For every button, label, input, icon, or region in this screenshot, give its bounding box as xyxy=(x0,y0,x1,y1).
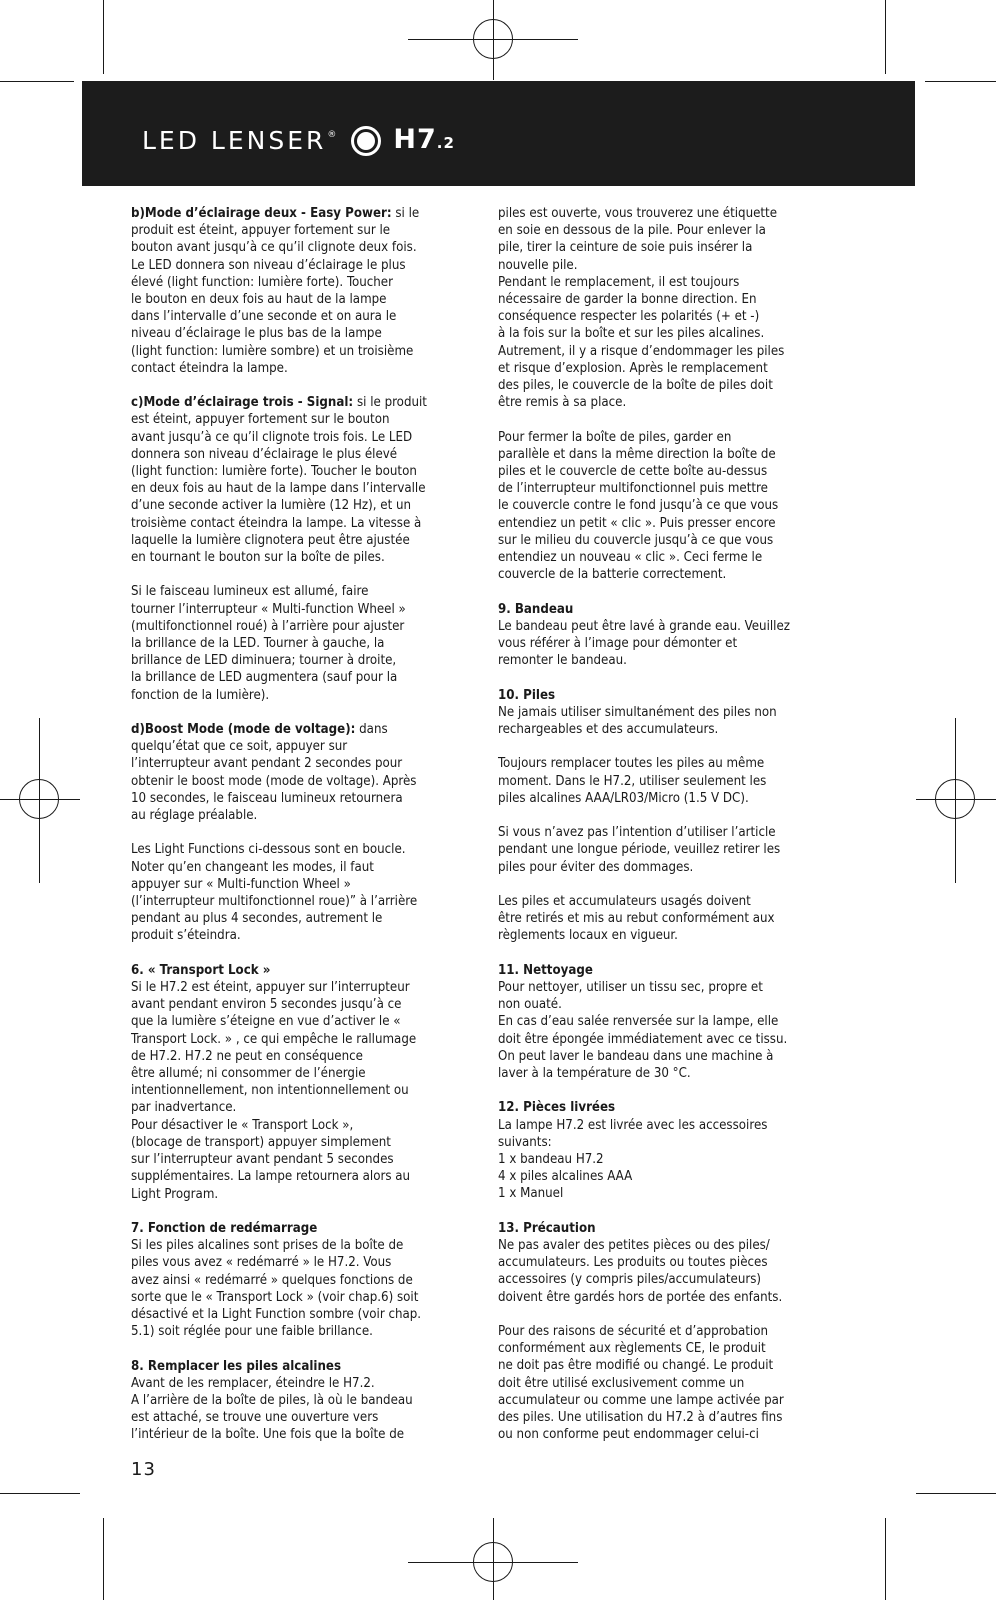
paragraph-light-functions: Les Light Functions ci-dessous sont en boucle. Noter qu’en changeant les modes, il faut appuyer sur « Multi-function Wheel » (l’interrupteur multifonctionnel roue)” à l’arrière pendant au plus 4 secondes, autrement le produit s’éteindra. xyxy=(131,842,418,944)
section-replace-batteries: 8. Remplacer les piles alcalines Avant de les remplacer, éteindre le H7.2. A l’arrière de la boîte de piles, là où le bandeau est attaché, se trouve une ouverture vers l’intérieur de la boîte. Une fois que la boîte de xyxy=(131,1358,481,1444)
section-batteries: 10. Piles Ne jamais utiliser simultanément des piles non rechargeables et des accumulateurs. xyxy=(498,687,853,739)
left-column xyxy=(131,205,481,1444)
brand-name: LED LENSER® xyxy=(142,126,340,155)
paragraph-disposal: Les piles et accumulateurs usagés doivent être retirés et mis au rebut conformément aux règlements locaux en vigueur. xyxy=(498,894,775,944)
paragraph-safety: Pour des raisons de sécurité et d’approbation conformément aux règlements CE, le produit ne doit pas être modifié ou changé. Le produit doit être utilisé exclusivement comme un accumulateur ou comme une lampe activée par des piles. Une utilisation du H7.2 à d’autres fins ou non conforme peut endommager celui-ci xyxy=(498,1324,784,1443)
page-number: 13 xyxy=(131,1459,156,1480)
section-heading: 13. Précaution xyxy=(498,1220,596,1236)
section-heading: 7. Fonction de redémarrage xyxy=(131,1220,318,1236)
section-heading: 6. « Transport Lock » xyxy=(131,962,271,978)
paragraph-long-storage: Si vous n’avez pas l’intention d’utiliser l’article pendant une longue période, veuillez retirer les piles pour éviter des dommages. xyxy=(498,825,781,875)
paragraph-boost-mode: d)Boost Mode (mode de voltage): dans quelqu’état que ce soit, appuyer sur l’interrupteur avant pendant 2 secondes pour obtenir le boost mode (mode de voltage). Après 10 secondes, le faisceau lumineux retournera au réglage préalable. xyxy=(131,722,417,824)
section-restart: 7. Fonction de redémarrage Si les piles alcalines sont prises de la boîte de piles vous avez « redémarré » le H7.2. Vous avez ainsi « redémarré » quelques fonctions de sorte que le « Transport Lock » (voir chap.6) soit désactivé et la Light Function sombre (voir chap. 5.1) soit réglée pour une faible brillance. xyxy=(131,1220,481,1340)
section-heading: 8. Remplacer les piles alcalines xyxy=(131,1358,342,1374)
section-headband: 9. Bandeau Le bandeau peut être lavé à grande eau. Veuillez vous référer à l’image pour démonter et remonter le bandeau. xyxy=(498,601,853,670)
section-heading: 12. Pièces livrées xyxy=(498,1100,616,1116)
brand-logo xyxy=(142,125,455,157)
section-included-parts: 12. Pièces livrées La lampe H7.2 est livrée avec les accessoires suivants: 1 x bandeau H7.2 4 x piles alcalines AAA 1 x Manuel xyxy=(498,1099,853,1202)
section-transport-lock: 6. « Transport Lock » Si le H7.2 est éteint, appuyer sur l’interrupteur avant pendant environ 5 secondes jusqu’à ce que la lumière s’éteigne en vue d’activer le « Transport Lock. » , ce qui empêche le rallumage de H7.2. H7.2 ne peut en conséquence être allumé; ni consommer de l’énergie intentionnellement, non intentionnellement ou par inadvertance. Pour désactiver le « Transport Lock », (blocage de transport) appuyer simplement sur l’interrupteur avant pendant 5 secondes supplémentaires. La lampe retournera alors au Light Program. xyxy=(131,962,481,1203)
section-heading: 9. Bandeau xyxy=(498,601,574,617)
paragraph-battery-label: piles est ouverte, vous trouverez une étiquette en soie en dessous de la pile. Pour enlever la pile, tirer la ceinture de soie puis insérer la nouvelle pile. Pendant le remplacement, il est toujours nécessaire de garder la bonne direction. En conséquence respecter les polarités (+ et -) à la fois sur la boîte et sur les piles alcalines. Autrement, il y a risque d’endommager les piles et risque d’explosion. Après le remplacement des piles, le couvercle de la boîte de piles doit être remis à sa place. xyxy=(498,206,785,411)
section-precaution: 13. Précaution Ne pas avaler des petites pièces ou des piles/ accumulateurs. Les produits ou toutes pièces accessoires (y compris piles/accumulateurs) doivent être gardés hors de portée des enfants. xyxy=(498,1220,853,1306)
model-name: H7.2 xyxy=(393,123,455,155)
right-column xyxy=(498,205,853,1443)
lens-icon xyxy=(351,126,381,156)
header-banner xyxy=(82,81,915,186)
paragraph-mode-three: c)Mode d’éclairage trois - Signal: si le produit est éteint, appuyer fortement sur le bouton avant jusqu’à ce qu’il clignote trois fois. Le LED donnera son niveau d’éclairage le plus élevé (light function: lumière forte). Toucher le bouton en deux fois au haut de la lampe dans l’intervalle d’une seconde activer la lumière (12 Hz), et un troisième contact éteindra la lampe. La vitesse à laquelle la lumière clignotera peut être ajustée en tournant le bouton sur la boîte de piles. xyxy=(131,395,427,566)
section-heading: 10. Piles xyxy=(498,687,556,703)
paragraph-replace-all: Toujours remplacer toutes les piles au même moment. Dans le H7.2, utiliser seulement les piles alcalines AAA/LR03/Micro (1.5 V DC). xyxy=(498,756,767,806)
paragraph-mode-two: b)Mode d’éclairage deux - Easy Power: si le produit est éteint, appuyer fortement sur le bouton avant jusqu’à ce qu’il clignote deux fois. Le LED donnera son niveau d’éclairage le plus élevé (light function: lumière forte). Toucher le bouton en deux fois au haut de la lampe dans l’intervalle d’une seconde et on aura le niveau d’éclairage le plus bas de la lampe (light function: lumière sombre) et un troisième contact éteindra la lampe. xyxy=(131,206,420,376)
section-cleaning: 11. Nettoyage Pour nettoyer, utiliser un tissu sec, propre et non ouaté. En cas d’eau salée renversée sur la lampe, elle doit être épongée immédiatement avec ce tissu. On peut laver le bandeau dans une machine à laver à la température de 30 °C. xyxy=(498,962,853,1082)
section-heading: 11. Nettoyage xyxy=(498,962,593,978)
paragraph-brightness: Si le faisceau lumineux est allumé, faire tourner l’interrupteur « Multi-function Wheel » (multifonctionnel roué) à l’arrière pour ajuster la brillance de la LED. Tourner à gauche, la brillance de LED diminuera; tourner à droite, la brillance de LED augmentera (sauf pour la fonction de la lumière). xyxy=(131,584,406,703)
paragraph-close-box: Pour fermer la boîte de piles, garder en parallèle et dans la même direction la boîte de piles et le couvercle de cette boîte au-dessus de l’interrupteur multifonctionnel puis mettre le couvercle contre le fond jusqu’à ce que vous entendiez un petit « clic ». Puis presser encore sur le milieu du couvercle jusqu’à ce que vous entendiez un nouveau « clic ». Ceci ferme le couvercle de la batterie correctement. xyxy=(498,429,779,583)
